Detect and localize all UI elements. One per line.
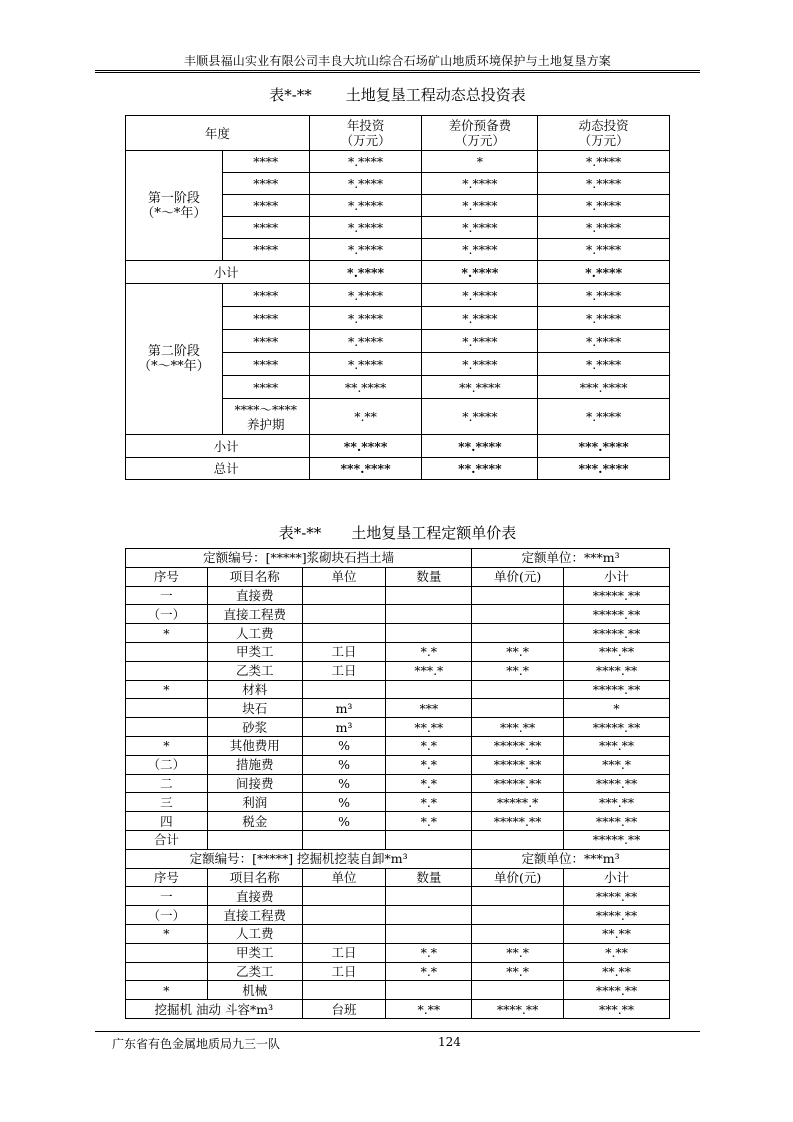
table2-cell: **.** <box>564 924 670 943</box>
table2-cell: 合计 <box>126 830 208 849</box>
table1-cell: *.**** <box>309 330 422 353</box>
table1-cell: **** <box>222 173 309 195</box>
stage1-subtotal-value: *.**** <box>422 261 538 284</box>
table2-cell: 甲类工 <box>207 943 302 962</box>
table2-cell: ***.* <box>564 755 670 774</box>
table2-cell: 直接费 <box>207 887 302 906</box>
table1-cell: *.**** <box>538 284 670 307</box>
table2-cell: 材料 <box>207 680 302 699</box>
table1-cell: *.**** <box>309 284 422 307</box>
table2-cell: % <box>302 774 386 793</box>
table2-row <box>126 981 670 1000</box>
table2-column-header: 数量 <box>386 567 472 586</box>
table2-cell <box>386 586 472 605</box>
table2-cell <box>302 624 386 643</box>
table2-cell: *****.** <box>564 624 670 643</box>
table2-cell <box>302 887 386 906</box>
page-header: 丰顺县福山实业有限公司丰良大坑山综合石场矿山地质环境保护与土地复垦方案 <box>183 54 611 68</box>
table2-cell: *****.** <box>564 586 670 605</box>
table2-column-header: 单价(元) <box>472 868 564 887</box>
table2-cell <box>386 906 472 925</box>
table2-row <box>126 830 670 849</box>
table1-total-row <box>126 458 670 480</box>
table1-cell: *.**** <box>422 399 538 435</box>
table2-cell <box>126 943 208 962</box>
stage2-subtotal-value: **.**** <box>422 435 538 458</box>
table2-cell <box>302 680 386 699</box>
table1-row <box>126 284 670 307</box>
table2-cell <box>472 680 564 699</box>
table2-row <box>126 1000 670 1019</box>
table1-cell: *.**** <box>538 195 670 217</box>
table2-cell: 乙类工 <box>207 661 302 680</box>
section1-quota-no: 定额编号：[*****]浆砌块石挡土墙 <box>126 549 472 568</box>
table2-cell <box>207 830 302 849</box>
table2-cell: * <box>126 736 208 755</box>
stage2-label: 第二阶段 （*～**年） <box>126 284 223 435</box>
table1-cell: *.**** <box>422 330 538 353</box>
table1-cell: *.**** <box>538 151 670 173</box>
table2-cell: 工日 <box>302 943 386 962</box>
stage1-subtotal-value: *.**** <box>538 261 670 284</box>
table2-column-header: 序号 <box>126 868 208 887</box>
table2-row <box>126 586 670 605</box>
table2-cell <box>472 830 564 849</box>
table1-cell: *.**** <box>422 284 538 307</box>
table2-cell: 工日 <box>302 661 386 680</box>
table2-cell: *** <box>386 699 472 718</box>
table1-cell: *.**** <box>538 307 670 330</box>
page-number: 124 <box>438 1035 461 1049</box>
table1-title-text: 土地复垦工程动态总投资表 <box>345 86 526 104</box>
table2-cell <box>472 624 564 643</box>
table1-cell: *.**** <box>422 353 538 376</box>
table1-title <box>125 84 670 105</box>
table1-cell: *.**** <box>538 217 670 239</box>
table2-cell: 砂浆 <box>207 718 302 737</box>
table2-cell: *.* <box>386 962 472 981</box>
table2-cell: ***.** <box>564 1000 670 1019</box>
table2-column-header: 数量 <box>386 868 472 887</box>
table2-cell: 措施费 <box>207 755 302 774</box>
table1-cell: *.**** <box>538 399 670 435</box>
table1-cell: **** <box>222 195 309 217</box>
table2-row <box>126 736 670 755</box>
table2-cell: *****.** <box>564 830 670 849</box>
table2-cell: *****.** <box>472 812 564 831</box>
table1-cell: **** <box>222 284 309 307</box>
table2-cell: *.* <box>386 755 472 774</box>
table2-cell: 工日 <box>302 642 386 661</box>
table2-column-header: 项目名称 <box>207 567 302 586</box>
table2-cell: 挖掘机 油动 斗容*m³ <box>126 1000 303 1019</box>
table2-cell: * <box>126 680 208 699</box>
table2-cell: *****.** <box>472 736 564 755</box>
table1-cell: *.**** <box>309 151 422 173</box>
table2-cell: *.* <box>386 943 472 962</box>
table2-cell: 甲类工 <box>207 642 302 661</box>
table2-row <box>126 887 670 906</box>
table2-row <box>126 755 670 774</box>
table2-cell: m³ <box>302 699 386 718</box>
table2-cell: ****.** <box>564 661 670 680</box>
table2-cell: *****.** <box>564 605 670 624</box>
table2-cell: % <box>302 793 386 812</box>
table2-cell: 直接费 <box>207 586 302 605</box>
table2-cell <box>386 605 472 624</box>
table2-column-header: 项目名称 <box>207 868 302 887</box>
table2-column-header: 序号 <box>126 567 208 586</box>
table2-row <box>126 699 670 718</box>
table1-cell: *.**** <box>422 239 538 261</box>
table1-cell: **.**** <box>309 376 422 399</box>
table1-cell: *.**** <box>538 173 670 195</box>
table2-cell <box>472 887 564 906</box>
table2-cell: ***.** <box>472 718 564 737</box>
table2-row <box>126 906 670 925</box>
table1-cell: **** <box>222 307 309 330</box>
table2-row <box>126 943 670 962</box>
table2-cell: 一 <box>126 887 208 906</box>
stage2-subtotal-label: 小计 <box>126 435 310 458</box>
quota-unit-price-table <box>125 548 670 1019</box>
table2-cell: 乙类工 <box>207 962 302 981</box>
table2-cell: *.* <box>386 736 472 755</box>
footer-org: 广东省有色金属地质局九三一队 <box>112 1037 281 1051</box>
table2-cell <box>386 981 472 1000</box>
header-dynamic: 动态投资 （万元） <box>538 116 670 151</box>
table2-cell <box>386 924 472 943</box>
table2-cell: **.* <box>472 661 564 680</box>
table2-cell: 块石 <box>207 699 302 718</box>
table2-cell: **.* <box>472 943 564 962</box>
section1-quota-unit: 定额单位：***m³ <box>472 549 670 568</box>
table2-cell <box>302 906 386 925</box>
table2-cell: （二） <box>126 755 208 774</box>
header-reserve: 差价预备费 （万元） <box>422 116 538 151</box>
table1-cell: *.**** <box>538 353 670 376</box>
table2-cell: 一 <box>126 586 208 605</box>
table2-cell: 机械 <box>207 981 302 1000</box>
table2-cell <box>126 962 208 981</box>
table2-cell: **.* <box>472 962 564 981</box>
table1-cell: **.**** <box>422 376 538 399</box>
table2-row <box>126 605 670 624</box>
table2-row <box>126 812 670 831</box>
table2-cell: *****.** <box>472 755 564 774</box>
table1-cell: **** <box>222 376 309 399</box>
table2-cell: 二 <box>126 774 208 793</box>
table1-cell: *.**** <box>422 195 538 217</box>
table2-cell: （一） <box>126 605 208 624</box>
section2-quota-unit: 定额单位：***m³ <box>472 849 670 868</box>
table1-cell: *.**** <box>309 217 422 239</box>
table2-cell: ***.** <box>564 793 670 812</box>
table2-label: 表*-** <box>278 524 322 542</box>
table2-cell: ****.** <box>472 1000 564 1019</box>
table1-label: 表*-** <box>269 86 312 104</box>
table2-cell: % <box>302 755 386 774</box>
table2-cell: 直接工程费 <box>207 906 302 925</box>
table2-cell <box>386 624 472 643</box>
table2-cell: * <box>564 699 670 718</box>
stage2-subtotal-value: ***.**** <box>538 435 670 458</box>
stage1-label: 第一阶段 （*～*年） <box>126 151 223 261</box>
table2-cell: * <box>126 624 208 643</box>
table1-cell: *.**** <box>538 330 670 353</box>
table2-cell: 四 <box>126 812 208 831</box>
stage2-subtotal-value: **.**** <box>309 435 422 458</box>
table2-cell: ****.** <box>564 812 670 831</box>
table2-cell: 税金 <box>207 812 302 831</box>
table1-row <box>126 151 670 173</box>
table2-cell <box>126 661 208 680</box>
table2-cell: 三 <box>126 793 208 812</box>
table2-cell: *****.** <box>564 718 670 737</box>
table2-cell <box>386 680 472 699</box>
table2-quota-row <box>126 849 670 868</box>
table2-cell <box>126 718 208 737</box>
table2-cell: **.** <box>564 962 670 981</box>
table2-cell: 台班 <box>302 1000 386 1019</box>
table2-column-header-row <box>126 567 670 586</box>
table1-cell: ***.**** <box>538 376 670 399</box>
section2-quota-no: 定额编号：[*****] 挖掘机挖装自卸*m³ <box>126 849 472 868</box>
table2-cell <box>302 830 386 849</box>
table2-cell <box>472 981 564 1000</box>
table2-cell: *.* <box>386 812 472 831</box>
table2-row <box>126 774 670 793</box>
table2-row <box>126 924 670 943</box>
dynamic-investment-table <box>125 115 670 480</box>
table2-row <box>126 718 670 737</box>
table2-row <box>126 624 670 643</box>
table2-cell: * <box>126 924 208 943</box>
table2-column-header: 单位 <box>302 868 386 887</box>
table2-cell: 人工费 <box>207 624 302 643</box>
table2-cell: * <box>126 981 208 1000</box>
table2-cell: *.* <box>386 774 472 793</box>
total-label: 总计 <box>126 458 310 480</box>
stage1-subtotal-label: 小计 <box>126 261 310 284</box>
table2-cell <box>302 605 386 624</box>
table2-cell <box>472 906 564 925</box>
table2-cell: 工日 <box>302 962 386 981</box>
header-rule <box>95 70 700 73</box>
table2-cell: % <box>302 812 386 831</box>
table2-cell: ****.** <box>564 981 670 1000</box>
table2-cell: 人工费 <box>207 924 302 943</box>
table1-cell: *.**** <box>309 239 422 261</box>
table2-cell <box>386 887 472 906</box>
table1-cell: **** <box>222 151 309 173</box>
table2-cell <box>472 605 564 624</box>
total-value: ***.**** <box>309 458 422 480</box>
table2-cell: *.* <box>386 793 472 812</box>
table1-cell: *.**** <box>538 239 670 261</box>
table2-cell: *.* <box>386 642 472 661</box>
table1-cell: *.**** <box>309 307 422 330</box>
table1-cell: *.**** <box>422 217 538 239</box>
table2-row <box>126 661 670 680</box>
table1-cell: *.** <box>309 399 422 435</box>
table2-cell: ***.** <box>564 642 670 661</box>
table2-column-header: 小计 <box>564 567 670 586</box>
table2-cell: 直接工程费 <box>207 605 302 624</box>
table2-cell: *****.** <box>472 774 564 793</box>
table2-cell: ****.** <box>564 774 670 793</box>
table2-row <box>126 642 670 661</box>
table2-quota-row <box>126 549 670 568</box>
table2-title-text: 土地复垦工程定额单价表 <box>351 524 517 542</box>
table1-cell: **** <box>222 330 309 353</box>
total-value: ***.**** <box>538 458 670 480</box>
table2-cell: *.** <box>386 1000 472 1019</box>
table1-subtotal-row <box>126 435 670 458</box>
footer-rule <box>95 1031 700 1032</box>
table1-subtotal-row <box>126 261 670 284</box>
table2-cell: 间接费 <box>207 774 302 793</box>
table2-cell: ****.** <box>564 887 670 906</box>
table2-cell: **.** <box>386 718 472 737</box>
table2-cell: % <box>302 736 386 755</box>
table2-cell: 其他费用 <box>207 736 302 755</box>
table2-cell: ****.** <box>564 906 670 925</box>
header-year: 年度 <box>126 116 310 151</box>
table1-cell: *.**** <box>309 195 422 217</box>
table2-column-header: 单价(元) <box>472 567 564 586</box>
table2-title <box>125 522 670 543</box>
table1-cell: **** <box>222 353 309 376</box>
table2-cell: *****.* <box>472 793 564 812</box>
table2-row <box>126 793 670 812</box>
table2-cell <box>386 830 472 849</box>
stage1-subtotal-value: *.**** <box>309 261 422 284</box>
table2-cell: **.* <box>472 642 564 661</box>
table2-cell: ***.* <box>386 661 472 680</box>
table2-column-header: 单位 <box>302 567 386 586</box>
table2-cell <box>302 924 386 943</box>
table2-cell <box>302 981 386 1000</box>
table1-cell: **** <box>222 239 309 261</box>
table2-column-header-row <box>126 868 670 887</box>
table1-cell: ****～**** 养护期 <box>222 399 309 435</box>
total-value: **.**** <box>422 458 538 480</box>
table2-cell <box>126 699 208 718</box>
table2-cell <box>126 642 208 661</box>
table2-cell: *.** <box>564 943 670 962</box>
table2-column-header: 小计 <box>564 868 670 887</box>
table2-cell <box>472 586 564 605</box>
header-annual: 年投资 （万元） <box>309 116 422 151</box>
table2-cell: m³ <box>302 718 386 737</box>
table2-cell: *****.** <box>564 680 670 699</box>
table2-cell: 利润 <box>207 793 302 812</box>
table1-cell: *.**** <box>422 173 538 195</box>
table2-cell <box>472 924 564 943</box>
table1-cell: * <box>422 151 538 173</box>
table1-cell: *.**** <box>309 353 422 376</box>
table1-cell: *.**** <box>422 307 538 330</box>
table2-cell <box>302 586 386 605</box>
table2-cell: ***.** <box>564 736 670 755</box>
table2-cell <box>472 699 564 718</box>
table2-row <box>126 962 670 981</box>
table1-cell: *.**** <box>309 173 422 195</box>
table1-cell: **** <box>222 217 309 239</box>
table2-cell: （一） <box>126 906 208 925</box>
table2-row <box>126 680 670 699</box>
table1-header-row <box>126 116 670 151</box>
